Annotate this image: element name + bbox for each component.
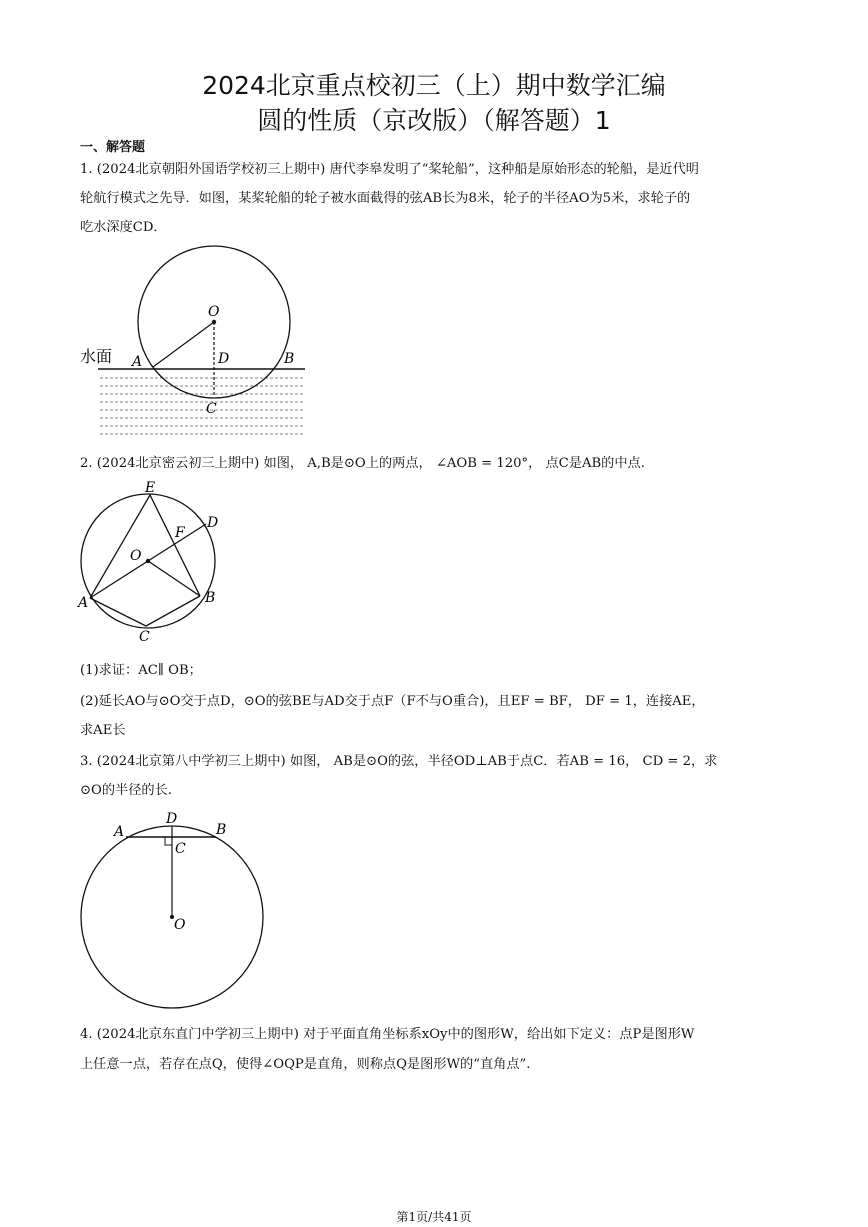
label-a: A: [132, 354, 143, 370]
page-footer: 第1页/共41页: [396, 1210, 472, 1224]
problem-2-part-1: (1)求证：AC∥ OB；: [80, 663, 202, 678]
water-lines: [100, 378, 304, 434]
center-o-dot-2: [146, 559, 150, 563]
problem-1-line-2: 轮航行模式之先导．如图，某桨轮船的轮子被水面截得的弦AB长为8米，轮子的半径AO为5米，求轮子的: [80, 191, 691, 206]
figure-2-circle-geometry: [76, 480, 218, 645]
label-a-2: A: [78, 595, 89, 611]
label-f-2: F: [175, 525, 185, 541]
label-b-3: B: [216, 822, 227, 838]
right-angle-mark: [165, 837, 172, 845]
radius-ao: [153, 322, 214, 367]
segments-a-c-b: [90, 596, 200, 626]
figure-3-chord-geometry: [81, 811, 263, 1008]
segment-o-b: [148, 561, 200, 596]
problem-1-line-1: 1. (2024北京朝阳外国语学校初三上期中) 唐代李皋发明了“桨轮船”，这种船是原始形态的轮船，是近代明: [80, 162, 699, 177]
segments-a-e-b: [90, 495, 200, 598]
problem-2-part-2: (2)延长AO与⊙O交于点D，⊙O的弦BE与AD交于点F（F不与O重合)，且EF = BF， DF = 1，连接AE，: [80, 694, 705, 709]
label-c: C: [206, 401, 217, 417]
problem-4-line-2: 上任意一点，若存在点Q，使得∠OQP是直角，则称点Q是图形W的“直角点”.: [80, 1057, 531, 1072]
section-heading: 一、解答题: [80, 140, 146, 155]
label-b-2: B: [205, 590, 216, 606]
problem-4-line-1: 4. (2024北京东直门中学初三上期中) 对于平面直角坐标系xOy中的图形W，给出如下定义：点P是图形W: [80, 1027, 695, 1042]
problem-2-line-1: 2. (2024北京密云初三上期中) 如图， A,B是⊙O上的两点， ∠AOB = 120°， 点C是AB的中点.: [80, 456, 645, 471]
page-title-line-2: 圆的性质（京改版）（解答题）1: [257, 106, 611, 135]
problem-3-line-1: 3. (2024北京第八中学初三上期中) 如图， AB是⊙O的弦，半径OD⊥AB于点C．若AB = 16， CD = 2，求: [80, 754, 718, 769]
label-d-3: D: [166, 811, 178, 827]
label-a-3: A: [114, 824, 125, 840]
label-b: B: [284, 351, 295, 367]
problem-2-part-2-cont: 求AE长: [80, 723, 126, 738]
segment-a-o: [90, 561, 148, 598]
label-d: D: [218, 351, 230, 367]
center-o-dot: [212, 320, 216, 324]
label-water: 水面: [80, 347, 113, 366]
problem-1-line-3: 吃水深度CD．: [80, 220, 167, 235]
label-e-2: E: [145, 480, 156, 496]
label-c-2: C: [139, 629, 150, 645]
problem-3-line-2: ⊙O的半径的长.: [80, 783, 172, 798]
label-d-2: D: [207, 515, 219, 531]
label-o-3: O: [174, 917, 186, 933]
label-o-2: O: [130, 548, 142, 564]
page-title-line-1: 2024北京重点校初三（上）期中数学汇编: [202, 71, 666, 100]
label-c-3: C: [175, 841, 186, 857]
label-o: O: [208, 304, 220, 320]
